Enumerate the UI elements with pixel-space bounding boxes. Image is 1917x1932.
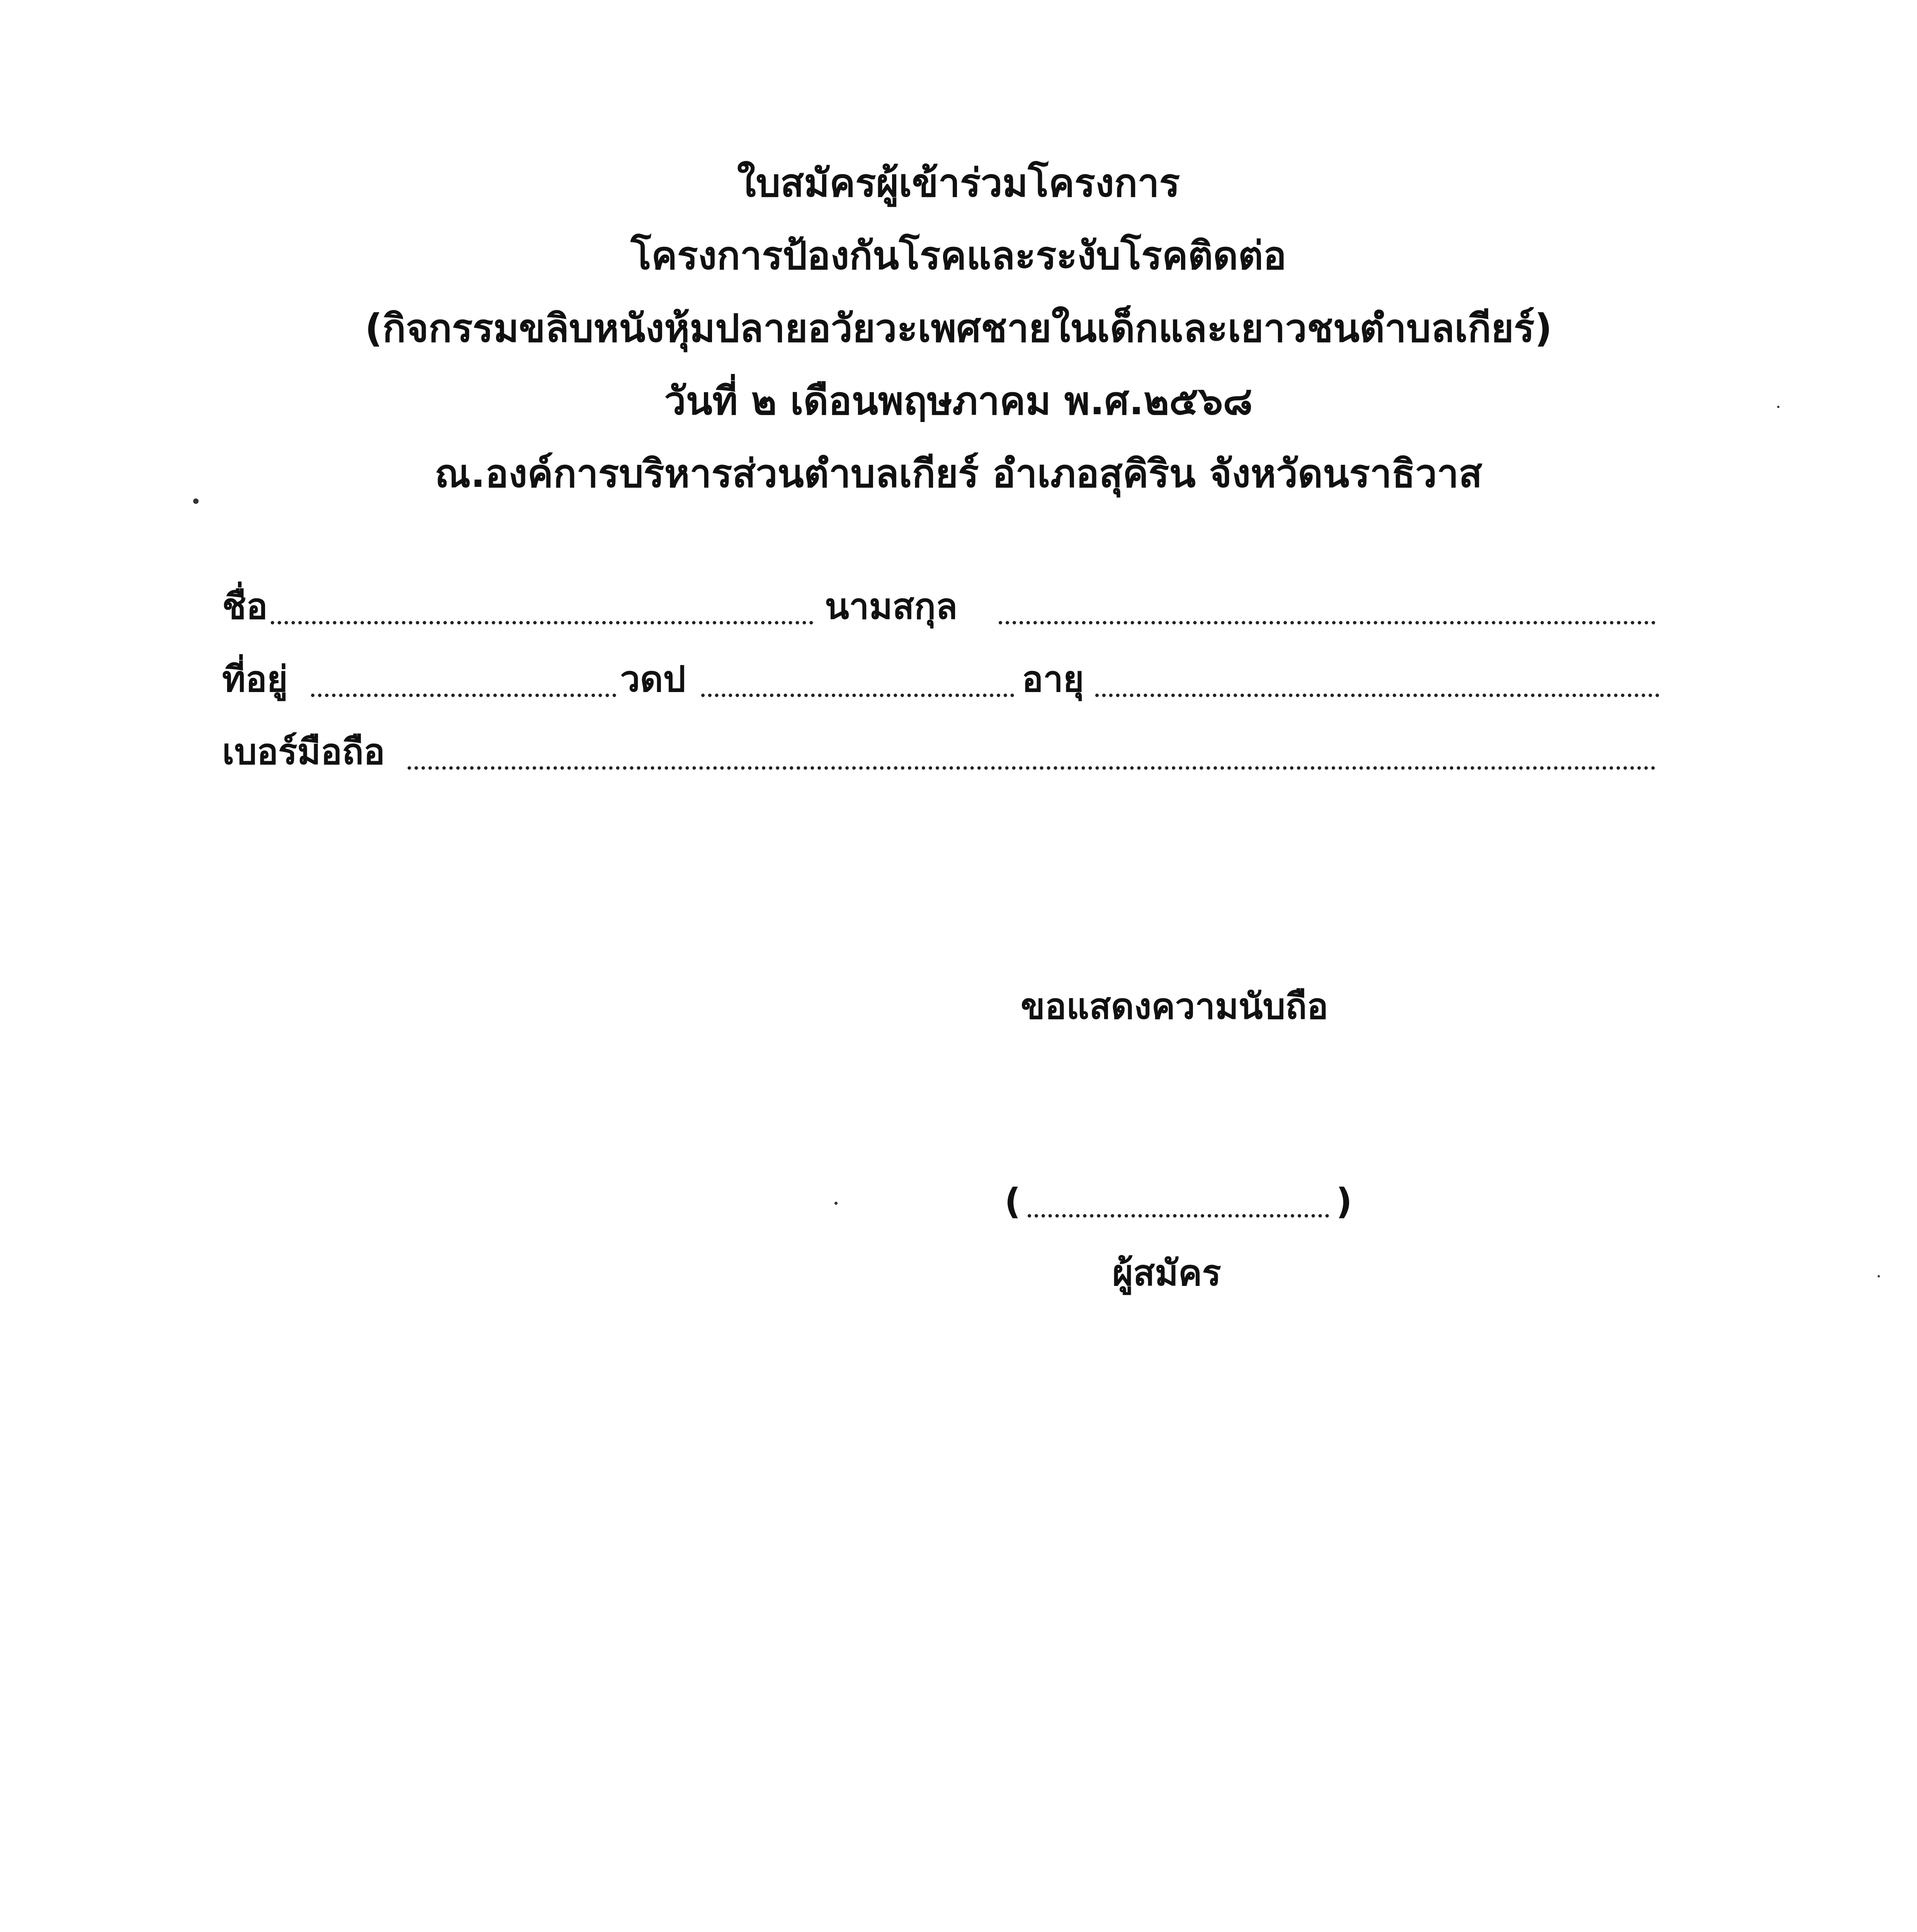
- signer-role: ผู้สมัคร: [1112, 1252, 1221, 1294]
- signature-paren-close: ): [1336, 1181, 1352, 1222]
- project-name: โครงการป้องกันโรคและระงับโรคติดต่อ: [631, 233, 1286, 278]
- event-location: ณ.องค์การบริหารส่วนตำบลเกียร์ อำเภอสุคิริน จังหวัดนราธิวาส: [435, 451, 1482, 496]
- surname-label: นามสกุล: [825, 585, 960, 628]
- signature-line: [1004, 1179, 1352, 1225]
- activity-name: (กิจกรรมขลิบหนังหุ้มปลายอวัยวะเพศชายในเด็กและเยาวชนตำบลเกียร์): [365, 306, 1552, 351]
- phone-row: [222, 723, 1659, 796]
- closing-regards: ขอแสดงความนับถือ: [1020, 986, 1328, 1027]
- surname-field[interactable]: [999, 621, 1655, 624]
- phone-field[interactable]: [408, 766, 1655, 770]
- age-label: อายุ: [1022, 658, 1086, 701]
- form-title: ใบสมัครผู้เข้าร่วมโครงการ: [737, 160, 1180, 206]
- event-date: วันที่ ๒ เดือนพฤษภาคม พ.ศ.๒๕๖๘: [664, 378, 1253, 423]
- scan-speck: [1777, 406, 1779, 408]
- dob-field[interactable]: [701, 694, 1014, 697]
- name-label: ชื่อ: [222, 585, 270, 628]
- scan-speck: [193, 498, 199, 504]
- applicant-form: [222, 578, 1659, 796]
- age-field[interactable]: [1095, 694, 1659, 697]
- name-row: [222, 578, 1659, 650]
- dob-label: วดป: [620, 658, 688, 701]
- name-field[interactable]: [257, 621, 813, 624]
- form-header: [0, 147, 1917, 510]
- address-label: ที่อยู่: [222, 658, 290, 701]
- phone-label: เบอร์มือถือ: [222, 731, 387, 773]
- scan-speck: [1878, 1275, 1880, 1277]
- address-row: [222, 650, 1659, 723]
- scan-speck: [834, 1202, 838, 1205]
- signature-paren-open: (: [1004, 1181, 1021, 1222]
- signature-field[interactable]: [1028, 1214, 1329, 1218]
- address-field[interactable]: [311, 694, 616, 697]
